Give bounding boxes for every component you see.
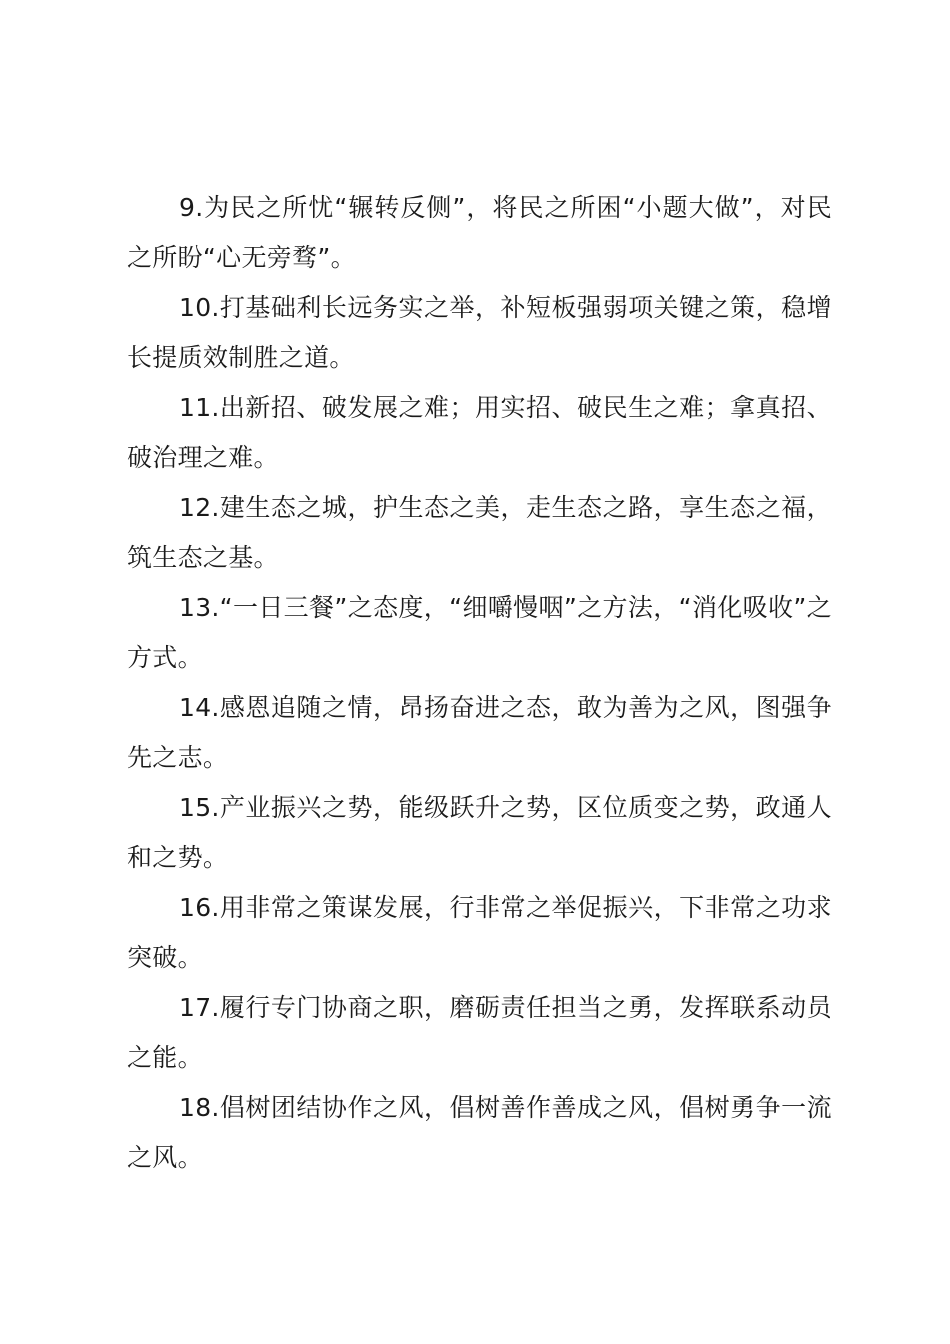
paragraph-17: 17.履行专门协商之职，磨砺责任担当之勇，发挥联系动员之能。 xyxy=(127,993,832,1072)
paragraph-16: 16.用非常之策谋发展，行非常之举促振兴，下非常之功求突破。 xyxy=(127,893,832,972)
paragraph-12: 12.建生态之城，护生态之美，走生态之路，享生态之福，筑生态之基。 xyxy=(127,493,832,572)
paragraph-9: 9.为民之所忧“辗转反侧”，将民之所困“小题大做”，对民之所盼“心无旁骛”。 xyxy=(127,193,832,272)
paragraph-10: 10.打基础利长远务实之举，补短板强弱项关键之策，稳增长提质效制胜之道。 xyxy=(127,293,832,372)
paragraph-15: 15.产业振兴之势，能级跃升之势，区位质变之势，政通人和之势。 xyxy=(127,793,832,872)
paragraph-14: 14.感恩追随之情，昂扬奋进之态，敢为善为之风，图强争先之志。 xyxy=(127,693,832,772)
paragraph-11: 11.出新招、破发展之难；用实招、破民生之难；拿真招、破治理之难。 xyxy=(127,393,832,472)
paragraph-18: 18.倡树团结协作之风，倡树善作善成之风，倡树勇争一流之风。 xyxy=(127,1093,832,1172)
paragraph-13: 13.“一日三餐”之态度，“细嚼慢咽”之方法，“消化吸收”之方式。 xyxy=(127,593,832,672)
document-body xyxy=(127,183,832,1183)
